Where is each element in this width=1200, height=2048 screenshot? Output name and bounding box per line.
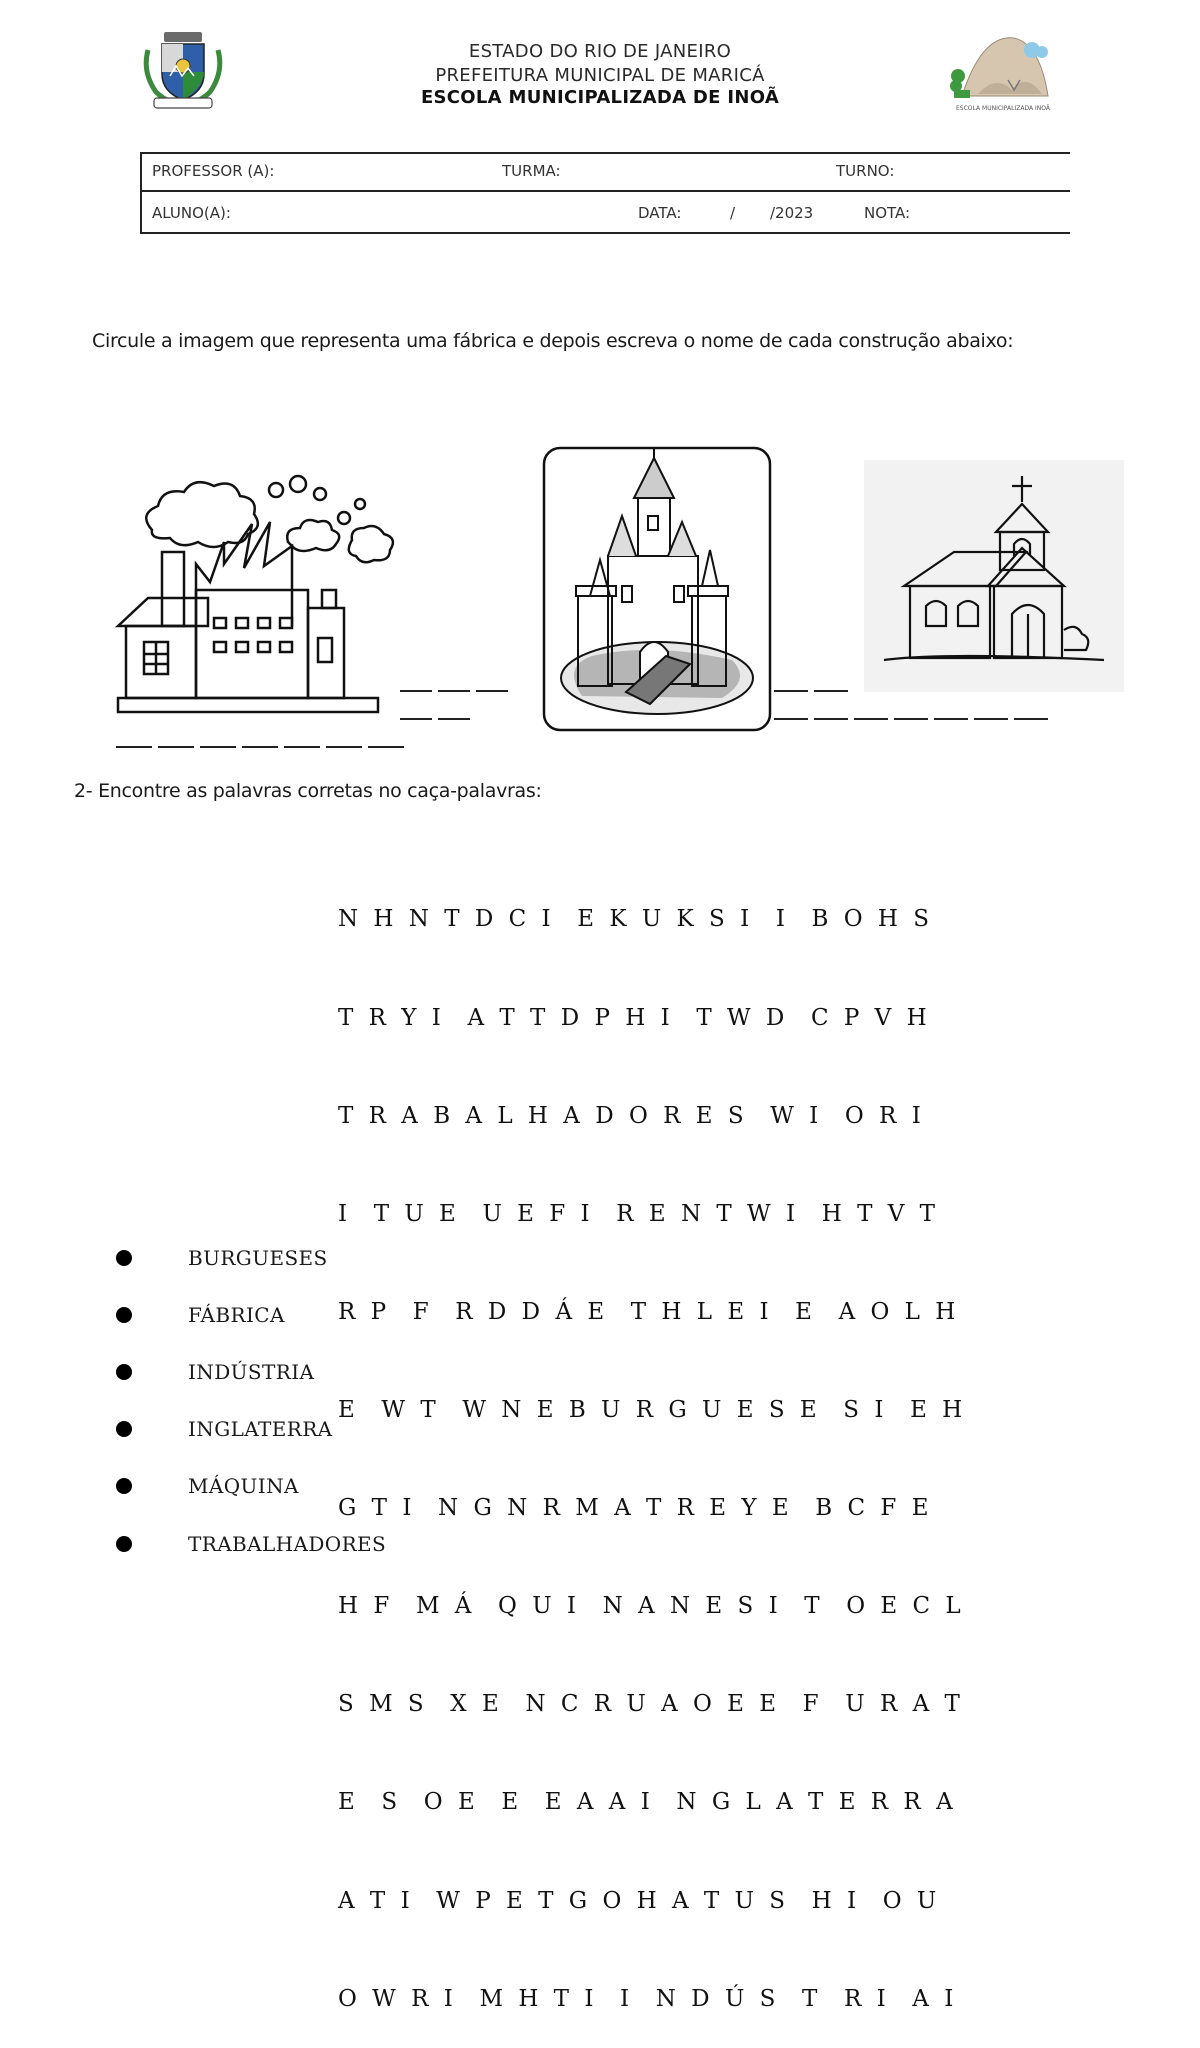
turno-label: TURNO: <box>836 162 895 180</box>
grid-row: H F M Á Q U I N A N E S I T O E C L <box>338 1593 965 1620</box>
word-label: MÁQUINA <box>188 1474 299 1498</box>
word-label: FÁBRICA <box>188 1303 285 1327</box>
header-state: ESTADO DO RIO DE JANEIRO <box>468 41 732 62</box>
word-list-item <box>116 1471 299 1501</box>
turma-label: TURMA: <box>502 162 561 180</box>
word-list-item <box>116 1300 285 1330</box>
word-label: INDÚSTRIA <box>188 1360 315 1384</box>
grid-row: T R Y I A T T D P H I T W D C P V H <box>338 1004 931 1031</box>
bullet-icon <box>116 1421 132 1437</box>
grid-row: T R A B A L H A D O R E S W I O R I <box>338 1102 925 1129</box>
nota-label: NOTA: <box>864 204 911 222</box>
bullet-icon <box>116 1364 132 1380</box>
grid-row: O W R I M H T I I N D Ú S T R I A I <box>338 1985 958 2012</box>
student-info-box <box>140 152 1070 234</box>
factory-answer-blanks[interactable] <box>400 690 508 692</box>
exercise2-title: 2- Encontre as palavras corretas no caça-palavras: <box>74 780 542 802</box>
grid-row: R P F R D D Á E T H L E I E A O L H <box>338 1298 960 1325</box>
church-answer-blanks[interactable] <box>774 690 848 692</box>
factory-image[interactable] <box>112 470 402 718</box>
church-answer-blanks-line2[interactable] <box>774 718 1048 720</box>
date-year: /2023 <box>770 204 814 222</box>
header-prefecture: PREFEITURA MUNICIPAL DE MARICÁ <box>435 65 765 86</box>
word-search-grid[interactable] <box>338 838 966 2048</box>
aluno-label: ALUNO(A): <box>152 204 231 222</box>
data-label: DATA: <box>638 204 682 222</box>
city-coat-of-arms-logo <box>140 30 226 112</box>
word-list-item <box>116 1414 333 1444</box>
word-list-item <box>116 1357 314 1387</box>
castle-image[interactable] <box>542 446 772 732</box>
bullet-icon <box>116 1536 132 1552</box>
grid-row: N H N T D C I E K U K S I I B O H S <box>338 906 934 933</box>
word-list-item <box>116 1243 328 1273</box>
grid-row: E W T W N E B U R G U E S E S I E H <box>338 1396 967 1423</box>
school-logo <box>948 30 1058 114</box>
header-school: ESCOLA MUNICIPALIZADA DE INOÃ <box>420 87 780 108</box>
grid-row: E S O E E E A A I N G L A T E R R A <box>338 1789 957 1816</box>
date-slash: / <box>730 204 736 222</box>
exercise1-instruction: Circule a imagem que representa uma fábrica e depois escreva o nome de cada construção abaixo: <box>92 330 1014 352</box>
word-label: TRABALHADORES <box>188 1532 387 1556</box>
word-label: BURGUESES <box>188 1246 328 1270</box>
word-list-item <box>116 1529 386 1559</box>
grid-row: A T I W P E T G O H A T U S H I O U <box>338 1887 941 1914</box>
bullet-icon <box>116 1250 132 1266</box>
factory-answer-blanks-line2[interactable] <box>400 718 470 720</box>
grid-row: I T U E U E F I R E N T W I H T V T <box>338 1200 939 1227</box>
school-logo-caption: ESCOLA MUNICIPALIZADA INOÃ <box>956 105 1050 112</box>
bullet-icon <box>116 1478 132 1494</box>
grid-row: G T I N G N R M A T R E Y E B C F E <box>338 1495 933 1522</box>
castle-answer-blanks[interactable] <box>116 746 404 748</box>
professor-label: PROFESSOR (A): <box>152 162 275 180</box>
bullet-icon <box>116 1307 132 1323</box>
word-label: INGLATERRA <box>188 1417 333 1441</box>
church-image[interactable] <box>864 460 1124 692</box>
grid-row: S M S X E N C R U A O E E F U R A T <box>338 1691 964 1718</box>
